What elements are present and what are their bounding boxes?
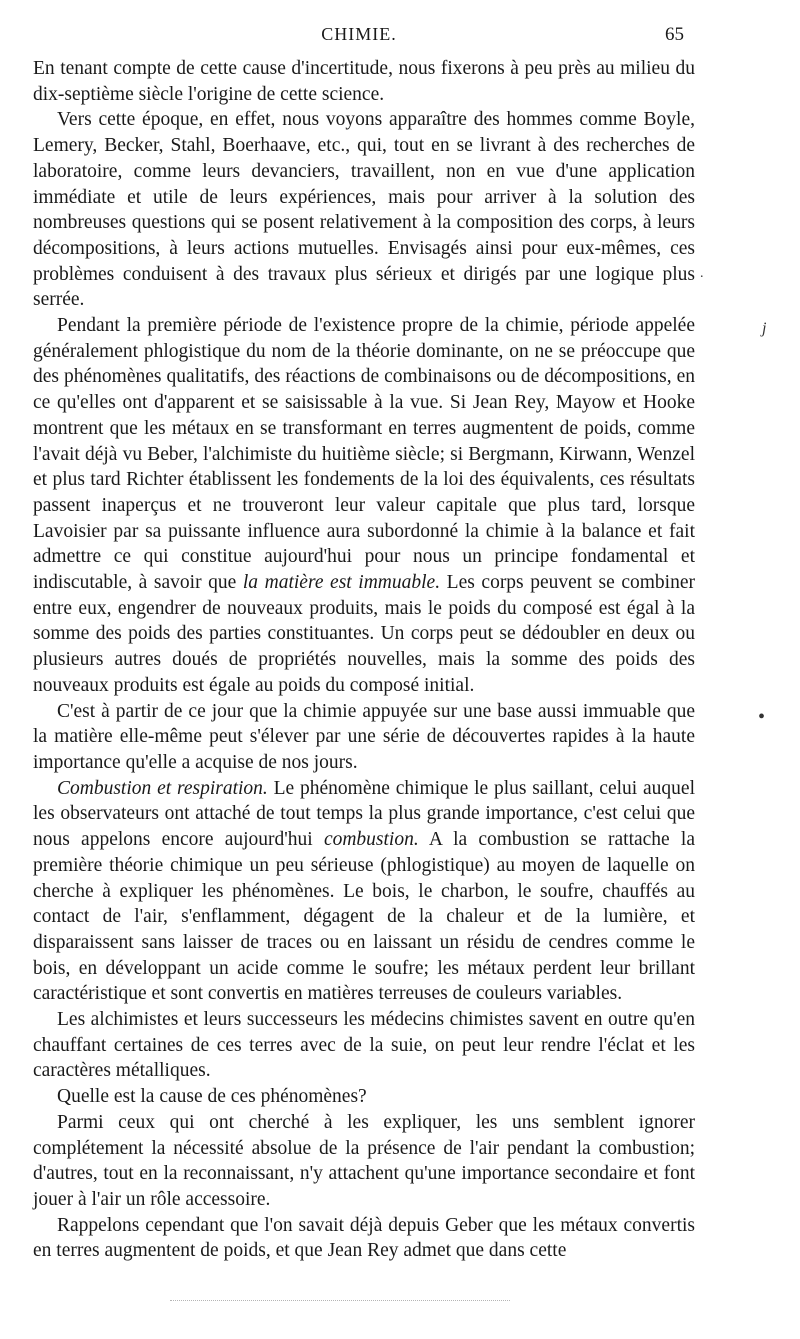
paragraph-3-italic: la matière est immuable. [242, 572, 441, 594]
paragraph-3-text-a: Pendant la première période de l'existence propre de la chimie, période appelée généralement phlogistique du nom de la théorie dominante, on ne se préoccupe que des phénomènes qualitatifs, des réactions de combinaisons ou de décompositions, en ce qu'elles ont d'apparent et se saisissable à la vue. Si Jean Rey, Mayow et Hooke montrent que les métaux en se transformant en terres augmentent de poids, comme l'avait déjà vu Beber, l'alchimiste du huitième siècle; si Bergmann, Kirwann, Wenzel et plus tard Richter établissent les fondements de la loi des équivalents, ces résultats passent inaperçus et ne trouveront leur valeur capitale que plus tard, lorsque Lavoisier par sa puissante influence aura subordonné la chimie à la balance et fait admettre ce qui constitue aujourd'hui pour nous un principe fondamental et indiscutable, à savoir que [33, 315, 695, 594]
paragraph-1: En tenant compte de cette cause d'incertitude, nous fixerons à peu près au milieu du dix-septième siècle l'origine de cette science. [33, 58, 695, 105]
paragraph-9: Rappelons cependant que l'on savait déjà depuis Geber que les métaux convertis en terres augmentent de poids, et que Jean Rey admet que dans cette [33, 1214, 695, 1262]
paragraph-5-text-b: A la combustion se rattache la première théorie chimique un peu sérieuse (phlogistique) au moyen de laquelle on cherche à expliquer les phénomènes. Le bois, le charbon, le soufre, chauffés au contact de l'air, s'enflamment, dégagent de la chaleur et de la lumière, et disparaissent sans laisser de traces ou en laissant un résidu de cendres comme le bois, en développant un acide comme le soufre; les métaux perdent leur brillant caractéristique et sont convertis en matières terreuses de couleurs variables. [33, 829, 695, 1005]
paragraph-5-text-a: Le phénomène chimique le plus saillant, celui auquel les observateurs ont attaché de tout temps la plus grande importance, c'est celui que nous appelons encore aujourd'hui [33, 777, 695, 851]
running-head [34, 24, 684, 50]
paragraph-7: Quelle est la cause de ces phénomènes? [57, 1086, 367, 1108]
margin-mark-upper: j [762, 320, 767, 337]
paragraph-3 [33, 313, 695, 699]
bottom-dotted-rule [170, 1300, 510, 1301]
paragraph-2: Vers cette époque, en effet, nous voyons apparaître des hommes comme Boyle, Lemery, Becker, Stahl, Boerhaave, etc., qui, tout en se livrant à des recherches de laboratoire, comme leurs devanciers, travaillent, non en vue d'une application immédiate et utile de leurs expériences, mais pour arriver à la solution des nombreuses questions qui se posent relativement à la composition des corps, à leurs décompositions, à leurs actions mutuelles. Envisagés ainsi pour eux-mêmes, ces problèmes conduisent à des travaux plus sérieux et dirigés par une logique plus serrée. [33, 109, 695, 311]
body-text [33, 56, 695, 1264]
paragraph-3-text-b: Les corps peuvent se combiner entre eux, engendrer de nouveaux produits, mais le poids du composé est égal à la somme des poids des parties constituantes. Un corps peut se dédoubler en deux ou plusieurs autres doués de propriétés nouvelles, mais la somme des poids des nouveaux produits est égale au poids du composé initial. [33, 572, 695, 696]
page-number: 65 [665, 24, 684, 45]
paragraph-5-italic: combustion. [323, 829, 419, 851]
margin-mark-middle: • [758, 706, 766, 728]
section-heading-combustion: Combustion et respiration. [57, 777, 268, 799]
running-title: CHIMIE. [321, 24, 397, 44]
paragraph-8: Parmi ceux qui ont cherché à les expliquer, les uns semblent ignorer complétement la nécessité absolue de la présence de l'air pendant la combustion; d'autres, tout en la reconnaissant, n'y attachent qu'une importance secondaire et font jouer à l'air un rôle accessoire. [33, 1111, 695, 1210]
margin-dot: . [700, 266, 704, 281]
paragraph-4: C'est à partir de ce jour que la chimie appuyée sur une base aussi immuable que la matière elle-même peut s'élever par une série de découvertes rapides à la haute importance qu'elle a acquise de nos jours. [33, 700, 695, 773]
paragraph-5 [33, 776, 695, 1007]
paragraph-6: Les alchimistes et leurs successeurs les médecins chimistes savent en outre qu'en chauffant certaines de ces terres avec de la suie, on peut leur rendre l'éclat et les caractères métalliques. [33, 1009, 695, 1082]
